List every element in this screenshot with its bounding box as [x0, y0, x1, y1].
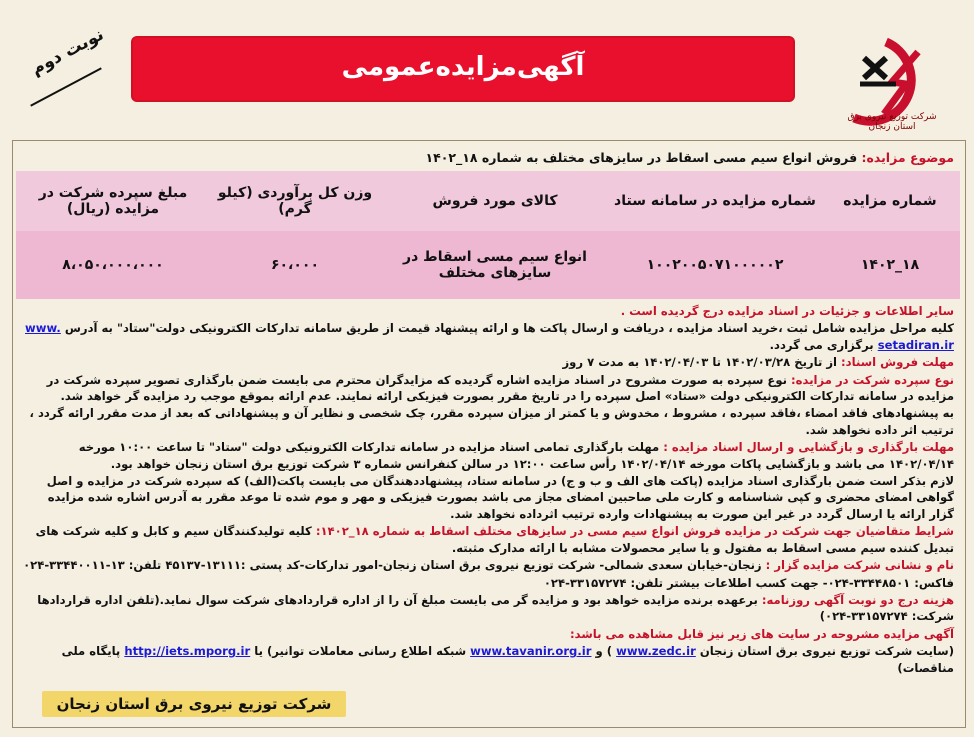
address-paragraph	[22, 557, 954, 573]
address-label: نام و نشانی شرکت مزایده گزار :	[765, 558, 954, 573]
sites-text-d: پایگاه ملی مناقصات)	[61, 644, 954, 675]
page-title: آگهی‌مزایده‌عمومی	[341, 52, 585, 82]
zedc-link[interactable]: www.zedc.ir	[616, 644, 696, 659]
cost-text: برعهده برنده مزایده خواهد بود و مزایده گر می بایست مبلغ آن را از اداره قراردادهای شرکت سوال نماید.(تلفن اداره قراردادها شرکت: ۳۳۱۵۷۲۷۴-۰۲۴)	[37, 592, 954, 624]
subject-line	[16, 150, 954, 165]
process-tail: برگزاری می گردد.	[769, 337, 874, 352]
deadline-label: مهلت فروش اسناد:	[841, 355, 954, 370]
logo-caption: شرکت توزیع نیروی برق استان زنجان	[847, 112, 937, 132]
www-link[interactable]: www.	[25, 321, 61, 336]
cell-auction-number: ۱۸_۱۴۰۲	[820, 231, 960, 299]
header-setad-number: شماره مزایده در سامانه ستاد	[610, 171, 820, 231]
second-notice-stamp: نوبت دوم	[27, 24, 108, 80]
deposit-label: نوع سپرده شرکت در مزایده:	[791, 372, 954, 387]
header-weight: وزن کل برآوردی (کیلو گرم)	[210, 171, 380, 231]
sites-list	[22, 643, 954, 676]
table-header-row	[16, 171, 960, 231]
conditions-text: کلیه تولیدکنندگان سیم و کابل و کلیه شرکت های تبدیل کننده سیم مسی اسقاط به مفتول و یا سایر محصولات مشابه با ارائه مدارک مثبته.	[35, 524, 954, 555]
other-info	[22, 303, 954, 319]
cell-goods: انواع سیم مسی اسقاط در سایزهای مختلف	[380, 231, 610, 299]
auction-table	[16, 171, 960, 299]
iets-link[interactable]: http://iets.mporg.ir	[124, 644, 251, 659]
ad-body	[16, 148, 960, 677]
other-info-label: سایر اطلاعات و جزئیات در اسناد مزایده درج گردیده است .	[620, 304, 954, 318]
cost-paragraph	[22, 592, 954, 625]
title-banner	[133, 38, 793, 100]
tavanir-link[interactable]: www.tavanir.org.ir	[470, 644, 592, 659]
upload-paragraph	[22, 439, 954, 472]
cell-deposit: ۸،۰۵۰،۰۰۰،۰۰۰	[16, 231, 210, 299]
header-deposit: مبلغ سپرده شرکت در مزایده (ریال)	[16, 171, 210, 231]
sites-paragraph	[22, 626, 954, 642]
setadiran-link[interactable]: setadiran.ir	[877, 337, 954, 352]
upload-label: مهلت بارگذاری و بازگشایی و ارسال اسناد مزایده :	[663, 440, 954, 455]
conditions-label: شرایط متقاضیان جهت شرکت در مزایده فروش انواع سیم مسی در سایزهای مختلف اسقاط به شماره ۱۸_۱۴۰۲:	[315, 524, 954, 539]
cell-setad-number: ۱۰۰۲۰۰۵۰۷۱۰۰۰۰۰۲	[610, 231, 820, 299]
sites-text-a: (سایت شرکت توزیع نیروی برق استان زنجان	[699, 644, 954, 659]
cell-weight: ۶۰،۰۰۰	[210, 231, 380, 299]
process-text: کلیه مراحل مزایده شامل ثبت ،خرید اسناد مزایده ، دریافت و ارسال پاکت ها و ارائه پیشنهاد قیمت از طریق سامانه تدارکات الکترونیکی دولت"ستاد" به آدرس	[64, 321, 954, 336]
sites-text-b: ) و	[595, 644, 613, 659]
upload-text: مهلت بارگذاری تمامی اسناد مزایده در سامانه تدارکات الکترونیکی دولت "ستاد" تا ساعت ۱۰:۰۰ مورخه ۱۴۰۲/۰۴/۱۴ می باشد و بازگشایی پاکات مورخه ۱۴۰۲/۰۴/۱۴ رأس ساعت ۱۲:۰۰ در سالن کنفرانس شماره ۳ شرکت توزیع برق استان زنجان خواهد بود.	[78, 440, 954, 471]
deadline-text: از تاریخ ۱۴۰۲/۰۳/۲۸ تا ۱۴۰۲/۰۴/۰۳ به مدت ۷ روز	[562, 355, 837, 370]
address-text: زنجان-خیابان سعدی شمالی- شرکت توزیع نیروی برق استان زنجان-امور تدارکات-کد پستی :۱۳۱۱۱-۴۵۱۳۷ تلفن: ۱۳-۳۳۴۴۰۰۱۱-۰۲۴	[23, 558, 762, 573]
conditions-paragraph	[22, 523, 954, 556]
deadline-paragraph	[22, 354, 954, 370]
deposit-paragraph	[22, 372, 954, 405]
cost-label: هزینه درج دو نوبت آگهی روزنامه:	[761, 592, 954, 607]
deposit-paragraph-2: به پیشنهادهای فاقد امضاء ،فاقد سپرده ، مشروط ، مخدوش و یا کمتر از میزان سپرده مقرر، چک شخصی و نظایر آن و پیشنهاداتی که بعد از مدت مقرر ارائه گردد ، ترتیب اثر داده نخواهد شد.	[29, 406, 954, 437]
header-goods: کالای مورد فروش	[380, 171, 610, 231]
deposit-text: نوع سپرده به صورت مشروح در اسناد مزایده اشاره گردیده که مزایدگران محترم می بایست ضمن بارگذاری تصویر سپرده شرکت در مزایده در سامانه تدارکات الکترونیکی دولت «ستاد» اصل سپرده را در تاریخ مقرر بصورت فیزیکی ارائه نمایند. عدم ارائه بموقع موجب رد مزایده گر خواهد شد.	[46, 372, 954, 404]
fax-line: فاکس: ۳۳۴۴۸۵۰۱-۰۲۴- جهت کسب اطلاعات بیشتر تلفن: ۳۳۱۵۷۲۷۴-۰۲۴	[543, 575, 954, 590]
company-name-box: شرکت توزیع نیروی برق استان زنجان	[42, 691, 346, 717]
info-section	[16, 299, 960, 676]
sites-label: آگهی مزایده مشروحه در سایت های زیر نیز قابل مشاهده می باشد:	[569, 626, 954, 641]
table-row	[16, 231, 960, 299]
upload-paragraph-2: لازم بذکر است ضمن بارگذاری اسناد مزایده (پاکت های الف و ب و ج) در سامانه ستاد، پیشنهاددهندگان می بایست پاکت(الف) که سپرده شرکت در مزایده و اصل گواهی امضای محضری و کپی شناسنامه و کارت ملی صاحبین امضای مجاز می باشد بصورت فیزیکی و مهر و موم شده تا موعد مقرر به آدرس اشاره شده مزایده گزار ارائه یا ارسال گردد در غیر این صورت به پیشنهادات وارده ترتیب اثرداده نخواهد شد.	[46, 474, 954, 521]
subject-text: فروش انواع سیم مسی اسقاط در سایزهای مختلف به شماره ۱۸_۱۴۰۲	[425, 150, 858, 165]
subject-label: موضوع مزایده:	[861, 150, 954, 165]
process-paragraph	[22, 320, 954, 353]
header-auction-number: شماره مزایده	[820, 171, 960, 231]
sites-text-c: شبکه اطلاع رسانی معاملات توانیر) یا	[254, 644, 467, 659]
